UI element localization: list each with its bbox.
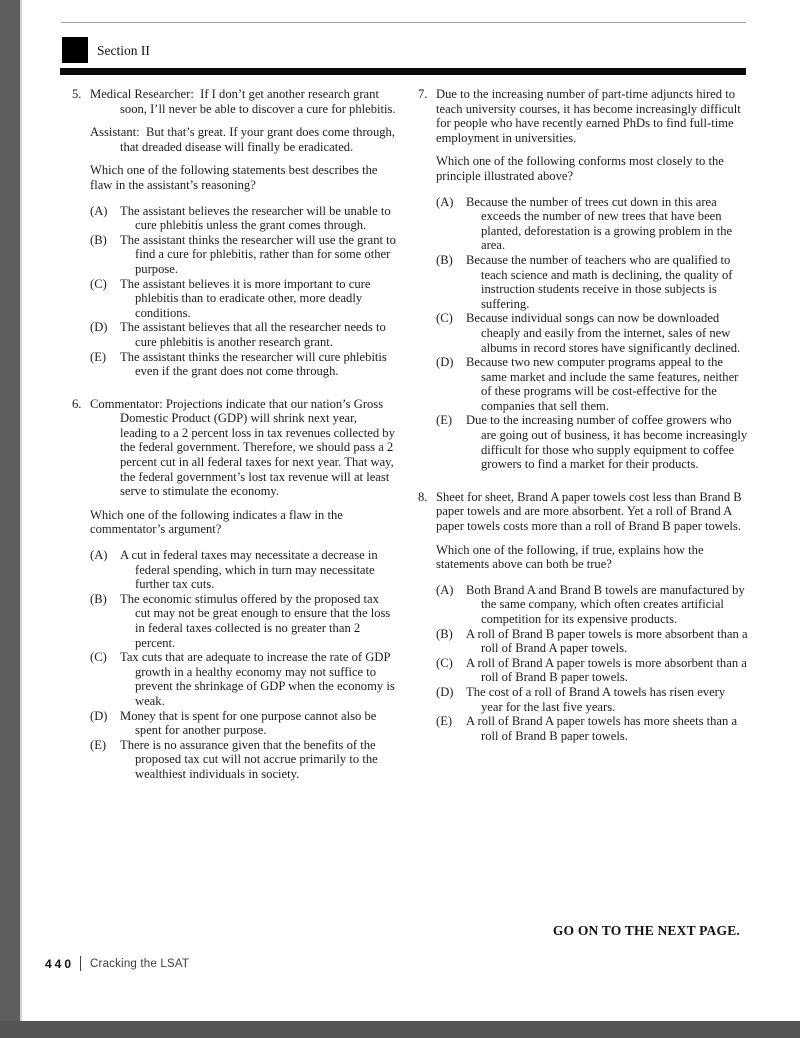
answer-choice-label: (C) (436, 311, 453, 326)
answer-choice-label: (D) (436, 684, 454, 699)
answer-choice-label: (B) (436, 252, 453, 267)
answer-choice (436, 413, 748, 471)
answer-choice (90, 320, 396, 349)
header-hairline (61, 22, 746, 23)
question-stem: Which one of the following conforms most closely to the principle illustrated above? (436, 154, 724, 183)
answer-choice-text: The economic stimulus offered by the proposed tax cut may not be great enough to ensure that the loss in federal taxes collected is no greater than 2 percent. (120, 591, 391, 650)
answer-choice (436, 195, 748, 253)
answer-choice (90, 650, 396, 708)
answer-choice-label: (C) (436, 655, 453, 670)
answer-choice-label: (E) (90, 737, 107, 752)
answer-choice-label: (A) (436, 582, 454, 597)
answer-choice (436, 656, 748, 685)
answer-choice (436, 685, 748, 714)
answer-choice-text: Because individual songs can now be downloaded cheaply and easily from the internet, sales of new albums in record stores have significantly declined. (466, 311, 741, 355)
answer-choice-text: A roll of Brand B paper towels is more absorbent than a roll of Brand A paper towels. (466, 626, 748, 656)
answer-choice (90, 204, 396, 233)
answer-choice-text: The assistant believes that all the researcher needs to cure phlebitis is another research grant. (120, 320, 386, 349)
question-block (418, 87, 748, 472)
answer-choice-label: (A) (436, 194, 454, 209)
answer-choice (90, 277, 396, 321)
answer-choice (436, 311, 748, 355)
answer-choice-text: Because two new computer programs appeal to the same market and include the same features, neither of these programs will be cost-effective for the companies that sell them. (466, 355, 739, 413)
answer-choice-text: A cut in federal taxes may necessitate a decrease in federal spending, which in turn may necessitate further tax cuts. (120, 548, 378, 592)
answer-choice-text: Because the number of teachers who are qualified to teach science and math is declining, the quality of instruction students receive in those subjects is suffering. (466, 252, 733, 311)
answer-choice (436, 253, 748, 311)
footer-divider (80, 956, 81, 971)
question-number: 6. (72, 396, 82, 411)
question-stimulus: Due to the increasing number of part-time adjuncts hired to teach university courses, it has become increasingly difficult for people who have recently earned PhDs to find full-time employment in universities. (436, 87, 744, 145)
question-block (72, 396, 399, 782)
answer-choice-label: (E) (436, 714, 453, 729)
answer-choice (90, 592, 396, 650)
answer-choice-text: A roll of Brand A paper towels has more sheets than a roll of Brand B paper towels. (466, 714, 738, 743)
page-bleed-bottom-band (0, 1021, 800, 1038)
question-stimulus: Medical Researcher: If I don’t get another research grant soon, I’ll never be able to discover a cure for phlebitis. (90, 87, 396, 116)
question-body (90, 396, 399, 782)
answer-choice (90, 233, 396, 277)
answer-choice-label: (B) (90, 591, 107, 606)
answer-choice-text: Tax cuts that are adequate to increase the rate of GDP growth in a healthy economy may not suffice to prevent the shrinkage of GDP when the economy is weak. (120, 650, 395, 708)
answer-choice-text: There is no assurance given that the benefits of the proposed tax cut will not accrue primarily to the wealthiest individuals in society. (120, 737, 378, 781)
question-number: 8. (418, 489, 428, 504)
answer-choice-label: (C) (90, 276, 107, 291)
answer-choice-text: The assistant thinks the researcher will cure phlebitis even if the grant does not come through. (120, 349, 387, 379)
go-on-instruction: GO ON TO THE NEXT PAGE. (552, 923, 740, 938)
question-block (418, 490, 748, 744)
question-stem: Which one of the following statements best describes the flaw in the assistant’s reasoning? (90, 163, 378, 192)
question-stem: Which one of the following, if true, explains how the statements above can both be true? (436, 542, 704, 572)
page-bleed-left-band (0, 0, 22, 1038)
answer-choice-text: Money that is spent for one purpose cannot also be spent for another purpose. (120, 708, 377, 738)
answer-choice-text: Due to the increasing number of coffee growers who are going out of business, it has become increasingly difficult for those who supply equipment to coffee growers to find a market for their products. (466, 413, 748, 472)
answer-choice-text: Both Brand A and Brand B towels are manufactured by the same company, which often creates artificial competition for its expensive products. (466, 582, 745, 626)
page-footer (45, 956, 189, 971)
answer-choice-text: The cost of a roll of Brand A towels has risen every year for the last five years. (466, 684, 726, 714)
section-marker-square-icon (62, 37, 88, 63)
page-number: 440 (45, 956, 75, 971)
answer-choice-label: (B) (436, 626, 453, 641)
answer-choice (90, 350, 396, 379)
question-stimulus: Assistant: But that’s great. If your grant does come through, that dreaded disease will finally be eradicated. (90, 125, 399, 154)
question-block (72, 87, 399, 379)
question-body (436, 87, 748, 472)
answer-choice (90, 738, 396, 782)
answer-choice-text: Because the number of trees cut down in this area exceeds the number of new trees that have been planted, deforestation is a growing problem in the area. (466, 194, 733, 253)
answer-choice-label: (A) (90, 203, 108, 218)
answer-choice-label: (D) (90, 708, 108, 723)
question-stimulus: Commentator: Projections indicate that our nation’s Gross Domestic Product (GDP) will shrink next year, leading to a 2 percent loss in tax revenues collected by the federal government. Therefore, we should pass a 2 percent cut in all federal taxes for next year. That way, the federal government’s lost tax revenue will at least serve to stimulate the economy. (90, 396, 399, 499)
header-rule-bar (60, 68, 746, 75)
question-number: 5. (72, 87, 82, 101)
answer-choice-label: (E) (436, 413, 453, 428)
answer-choice (436, 355, 748, 413)
answer-choice-label: (D) (436, 355, 454, 370)
answer-choice-text: The assistant believes the researcher will be unable to cure phlebitis unless the grant comes through. (120, 203, 391, 233)
answer-choice-label: (E) (90, 349, 107, 364)
answer-choice-text: The assistant thinks the researcher will use the grant to find a cure for phlebitis, rather than for some other purpose. (120, 232, 396, 276)
answer-choice (90, 548, 396, 592)
question-stem: Which one of the following indicates a flaw in the commentator’s argument? (90, 507, 343, 537)
question-body (436, 490, 748, 744)
question-number: 7. (418, 87, 428, 101)
question-stimulus: Sheet for sheet, Brand A paper towels cost less than Brand B paper towels and are more absorbent. Yet a roll of Brand A paper towels costs more than a roll of Brand B paper towels. (436, 489, 745, 534)
answer-choice (436, 714, 748, 743)
answer-choice-label: (B) (90, 232, 107, 247)
answer-choice-label: (D) (90, 320, 108, 335)
book-title: Cracking the LSAT (90, 957, 190, 970)
answer-choice-label: (C) (90, 650, 107, 665)
answer-choice (90, 709, 396, 738)
question-body (90, 87, 399, 379)
answer-choice-label: (A) (90, 548, 108, 563)
questions-column-left (72, 87, 399, 800)
answer-choice-text: The assistant believes it is more important to cure phlebitis than to eradicate other, more deadly conditions. (120, 276, 371, 320)
answer-choice (436, 583, 748, 627)
section-label: Section II (97, 43, 150, 58)
questions-column-right (418, 87, 748, 761)
answer-choice-text: A roll of Brand A paper towels is more absorbent than a roll of Brand B paper towels. (466, 655, 747, 685)
answer-choice (436, 627, 748, 656)
